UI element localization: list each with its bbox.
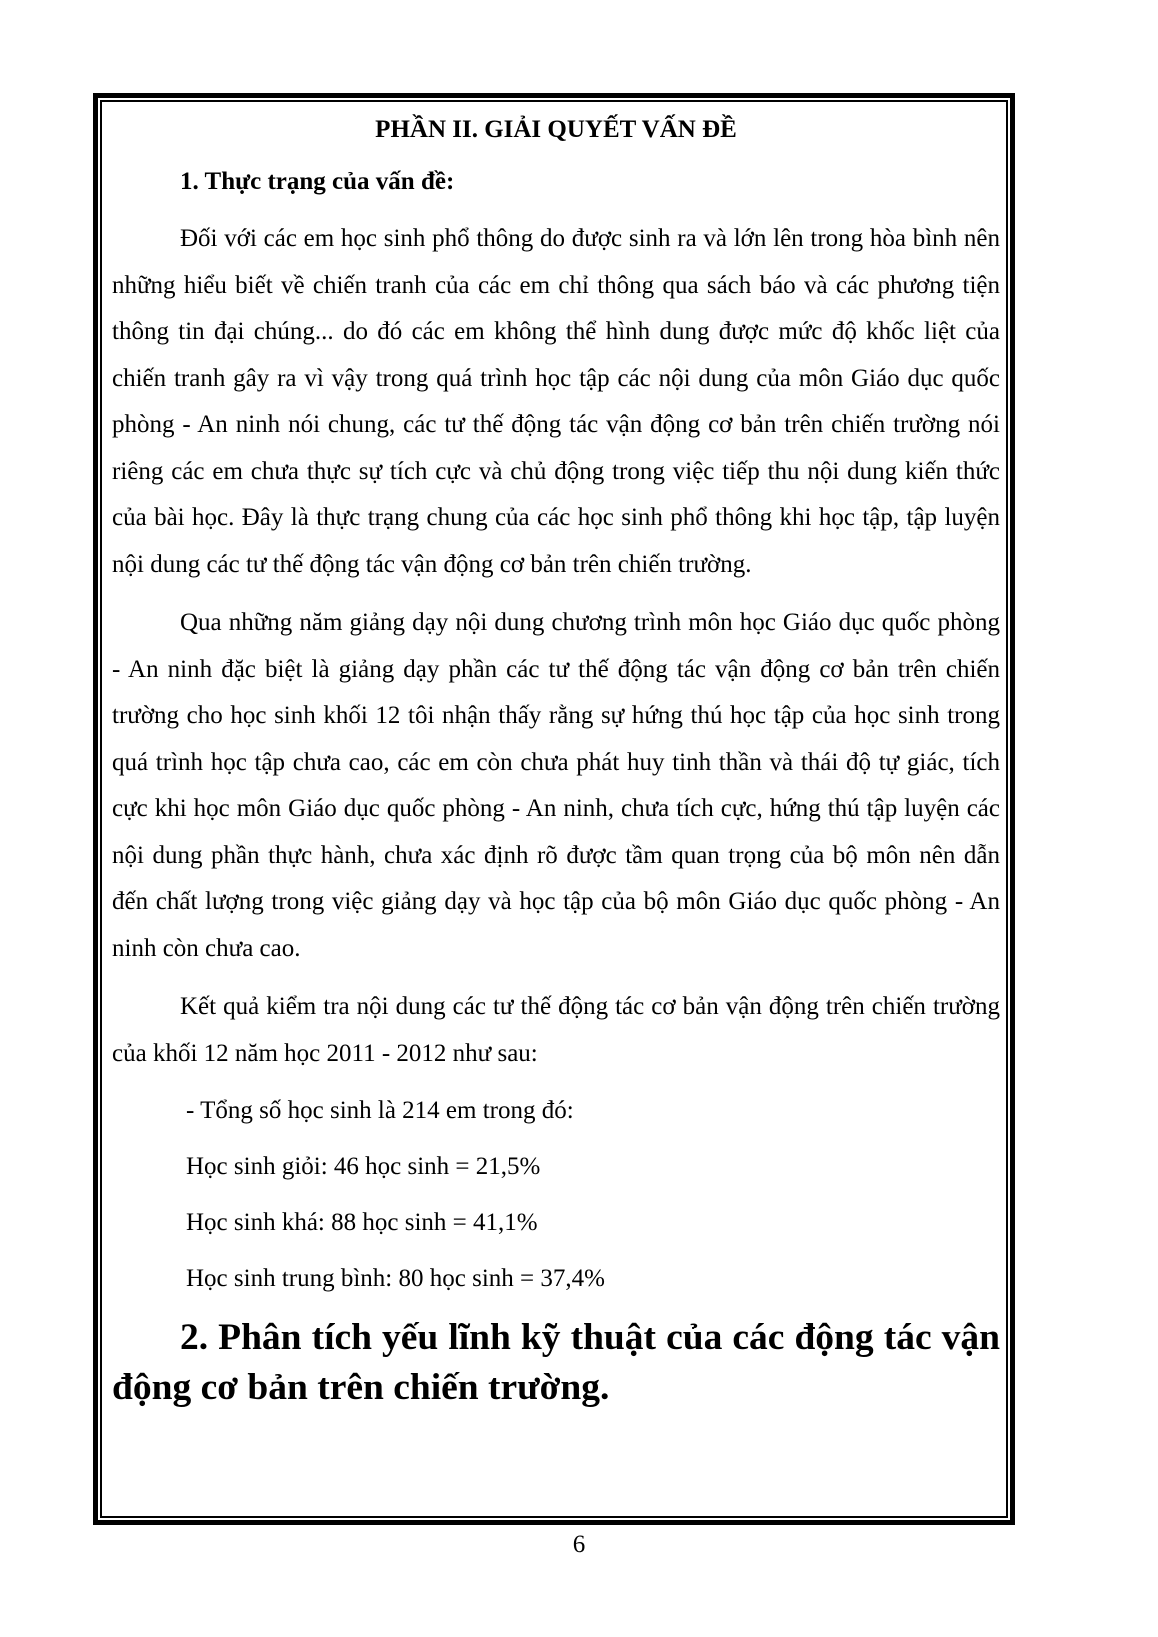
spacer <box>112 205 1000 216</box>
result-average: Học sinh trung bình: 80 học sinh = 37,4% <box>186 1265 605 1292</box>
spacer <box>112 148 1000 159</box>
part-title: PHẦN II. GIẢI QUYẾT VẤN ĐỀ <box>375 116 737 143</box>
paragraph-1: Đối với các em học sinh phổ thông do được sinh ra và lớn lên trong hòa bình nên những hiểu biết về chiến tranh của các em chỉ thông qua sách báo và các phương tiện thông tin đại chúng... do đó các em không thể hình dung được mức độ khốc liệt của chiến tranh gây ra vì vậy trong quá trình học tập các nội dung của môn Giáo dục quốc phòng - An ninh nói chung, các tư thế động tác vận động cơ bản trên chiến trường nói riêng các em chưa thực sự tích cực và chủ động trong việc tiếp thu nội dung kiến thức của bài học. Đây là thực trạng chung của các học sinh phổ thông khi học tập, tập luyện nội dung các tư thế động tác vận động cơ bản trên chiến trường. <box>112 225 1000 578</box>
section-2-heading: 2. Phân tích yếu lĩnh kỹ thuật của các động tác vận động cơ bản trên chiến trường. <box>112 1317 1000 1408</box>
result-total: - Tổng số học sinh là 214 em trong đó: <box>186 1097 574 1124</box>
result-good: Học sinh giỏi: 46 học sinh = 21,5% <box>186 1153 541 1180</box>
section-1-heading: 1. Thực trạng của vấn đề: <box>180 168 455 195</box>
document-body <box>112 112 1000 1413</box>
spacer <box>112 972 1000 984</box>
spacer <box>112 588 1000 600</box>
paragraph-3: Kết quả kiểm tra nội dung các tư thế động tác cơ bản vận động trên chiến trường của khối 12 năm học 2011 - 2012 như sau: <box>112 993 1000 1067</box>
paragraph-2: Qua những năm giảng dạy nội dung chương trình môn học Giáo dục quốc phòng - An ninh đặc biệt là giảng dạy phần các tư thế động tác vận động cơ bản trên chiến trường cho học sinh khối 12 tôi nhận thấy rằng sự hứng thú học tập của học sinh trong quá trình học tập chưa cao, các em còn chưa phát huy tinh thần và thái độ tự giác, tích cực khi học môn Giáo dục quốc phòng - An ninh, chưa tích cực, hứng thú tập luyện các nội dung phần thực hành, chưa xác định rõ được tầm quan trọng của bộ môn nên dẫn đến chất lượng trong việc giảng dạy và học tập của bộ môn Giáo dục quốc phòng - An ninh còn chưa cao. <box>112 609 1000 962</box>
page-number: 6 <box>572 1531 586 1558</box>
result-fair: Học sinh khá: 88 học sinh = 41,1% <box>186 1209 538 1236</box>
